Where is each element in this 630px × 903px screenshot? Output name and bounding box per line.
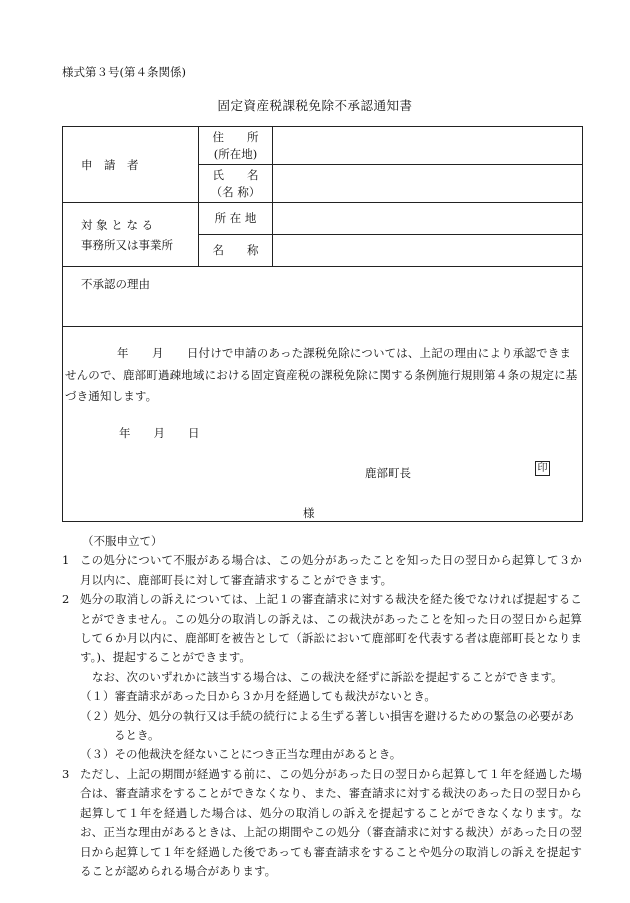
address-label-cell — [199, 127, 273, 165]
target-name-label: 名 称 — [199, 235, 273, 267]
notice-cell — [63, 327, 583, 522]
form-number: 様式第３号(第４条関係) — [62, 65, 186, 79]
mayor-title: 鹿部町長 — [365, 466, 411, 480]
name-label-top: 氏 名 — [212, 167, 259, 182]
appeal-item-1-number: 1 — [62, 553, 70, 568]
seal-mark: 印 — [535, 461, 550, 476]
name-value[interactable] — [273, 165, 583, 203]
appeal-item-2 — [62, 590, 582, 668]
appeal-item-1-text: この処分について不服がある場合は、この処分があったことを知った日の翌日から起算して３か月以内に、鹿部町長に対して審査請求することができます。 — [80, 553, 582, 587]
appeal-item-3-number: 3 — [62, 766, 70, 781]
application-table — [62, 126, 583, 522]
appeal-item-2-text: 処分の取消しの訴えについては、上記１の審査請求に対する裁決を経た後でなければ提起することができません。この処分の取消しの訴えは、この裁決があったことを知った日の翌日から起算して６か月以内に、鹿部町を被告として（訴訟において鹿部町を代表する者は鹿部町長となります。)、提起することができます。 — [80, 592, 582, 665]
appeal-sub-2-number: （２） — [80, 708, 115, 723]
location-label: 所 在 地 — [199, 203, 273, 235]
name-label-bottom: （名 称） — [210, 184, 261, 199]
reason-label: 不承認の理由 — [81, 277, 150, 291]
appeal-item-3-text: ただし、上記の期間が経過する前に、この処分があった日の翌日から起算して１年を経過した場合は、審査請求をすることができなくなり、また、審査請求に対する裁決のあった日の翌日から起算して１年を経過した場合は、処分の取消しの訴えを提起することができなくなります。なお、正当な理由があるときは、上記の期間やこの処分（審査請求に対する裁決）があった日の翌日から起算して１年を経過した後であっても審査請求をすることや処分の取消しの訴えを提起することが認められる場合があります。 — [80, 766, 582, 878]
target-label-cell — [63, 203, 199, 267]
target-label-1: 対 象 と な る — [81, 217, 154, 232]
appeal-sub-2 — [62, 707, 582, 746]
addressee-suffix: 様 — [303, 506, 315, 520]
document-title: 固定資産税課税免除不承認通知書 — [217, 98, 413, 113]
notice-paragraph: 年 月 日付けで申請のあった課税免除については、上記の理由により承認できませんので、鹿部町過疎地域における固定資産税の課税免除に関する条例施行規則第４条の規定に基づき通知します。 — [65, 346, 578, 403]
reason-cell — [63, 267, 583, 327]
target-label-2: 事務所又は事業所 — [81, 237, 173, 252]
appeal-section — [62, 532, 582, 881]
appeal-sub-3: （３）その他裁決を経ないことにつき正当な理由があるとき。 — [80, 747, 402, 762]
name-label-cell — [199, 165, 273, 203]
appeal-item-2-note: なお、次のいずれかに該当する場合は、この裁決を経ずに訴訟を提起することができます。 — [92, 669, 563, 684]
location-value[interactable] — [273, 203, 583, 235]
appeal-item-3 — [62, 765, 582, 881]
address-label-bottom: (所在地) — [213, 146, 258, 161]
address-value[interactable] — [273, 127, 583, 165]
address-label-top: 住 所 — [212, 129, 259, 144]
appeal-item-1 — [62, 551, 582, 590]
appeal-sub-1: （１）審査請求があった日から３か月を経過しても裁決がないとき。 — [80, 689, 436, 704]
notice-date: 年 月 日 — [119, 426, 200, 440]
applicant-label-cell — [63, 127, 199, 203]
appeal-sub-2-text: 処分、処分の執行又は手続の続行による生ずる著しい損害を避けるための緊急の必要があるとき。 — [114, 708, 574, 743]
appeal-item-2-number: 2 — [62, 592, 70, 607]
applicant-label: 申 請 者 — [81, 157, 139, 172]
appeal-heading: （不服申立て） — [82, 534, 163, 548]
target-name-value[interactable] — [273, 235, 583, 267]
